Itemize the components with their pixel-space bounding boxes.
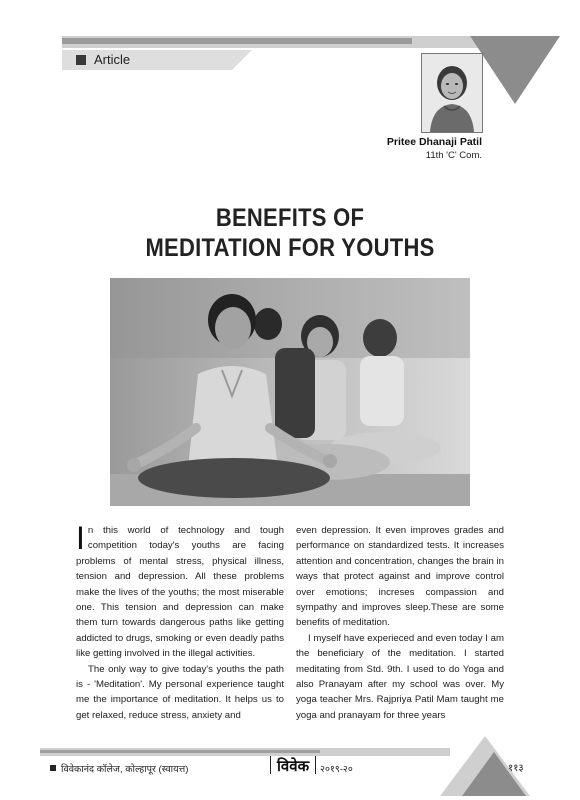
divider [315,756,316,774]
footer-triangle-dark [462,752,526,796]
meditation-photo [110,278,470,506]
footer-magazine: विवेक [264,756,322,776]
bullet-square-icon [50,765,56,771]
author-class: 11th 'C' Com. [425,150,482,161]
page-number: ११३ [508,763,524,774]
paragraph: even depression. It even improves grades and performance on standardized tests. It increases attention and concentration, changes the brain in ways that protect against and improve control over emotions; increses compassion and sympathy and improves sleep.These are some benefits of meditation. [296,525,504,629]
author-photo [421,53,483,133]
meditating-children-image [110,278,470,506]
author-portrait-image [422,54,482,132]
paragraph: In this world of technology and tough competition today's youths are facing problems of mental stress, physical illness, tension and depression. All these problems make the lives of the youths; the most miserable one. This tension and depression can make them turn towards dangerous paths like getting addicted to drugs, smoking or even deadly paths like getting involved in the illegal activities. [76,520,284,660]
article-column-right [296,523,504,723]
article-title [35,203,545,263]
footer-year: २०१९-२० [320,764,353,775]
header-band-accent [62,38,412,44]
section-tag [62,50,252,70]
footer-college: विवेकानंद कॉलेज, कोल्हापूर (स्वायत्त) [50,762,188,775]
section-label: Article [94,52,131,67]
divider [270,756,271,774]
header-triangle [470,36,560,104]
title-line-1: BENEFITS OF [215,204,365,232]
bullet-square-icon [76,55,86,65]
paragraph: I myself have experieced and even today I am the beneficiary of the meditation. I started meditating from Std. 9th. I used to do Yoga and also Pranayam after my school was over. My yoga teacher Mrs. Rajpriya Patil Mam taught me yoga and pranayam for three years [296,632,504,721]
drop-cap: I [76,520,85,556]
title-line-2: MEDITATION FOR YOUTHS [145,234,435,262]
footer-band-accent [40,750,320,753]
article-column-left [76,520,284,723]
author-name: Pritee Dhanaji Patil [386,136,482,148]
paragraph: The only way to give today's youths the path is - 'Meditation'. My personal experience taught me the importance of meditation. It helps us to get relaxed, reduce stress, anxiety and [76,663,284,721]
